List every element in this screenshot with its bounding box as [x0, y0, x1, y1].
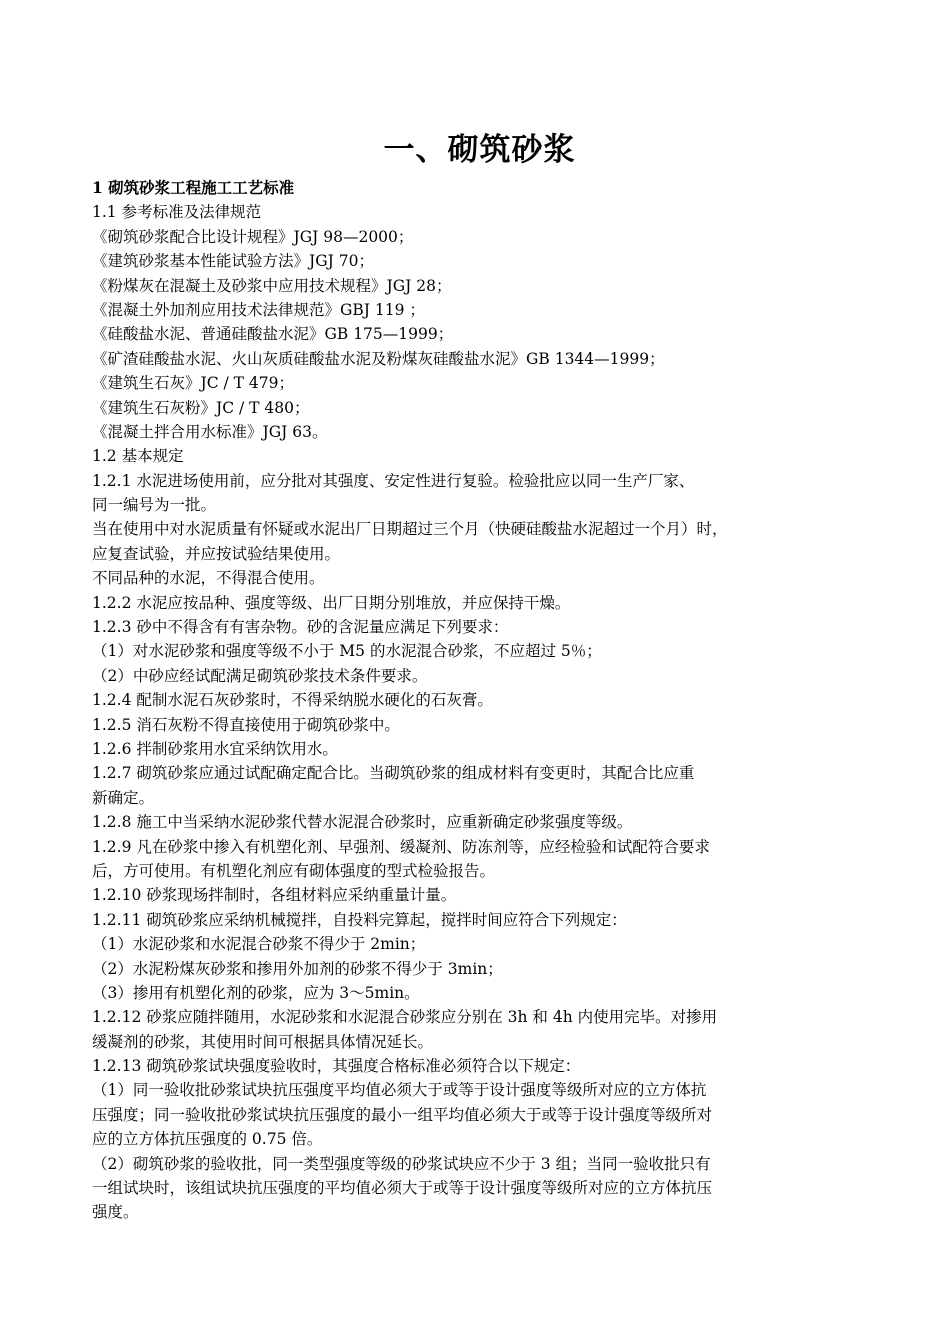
- text-line: 同一编号为一批。: [92, 496, 217, 515]
- text-line: 1.2.5 消石灰粉不得直接使用于砌筑砂浆中。: [92, 715, 400, 734]
- text-line: 后，方可使用。有机塑化剂应有砌体强度的型式检验报告。: [92, 861, 496, 880]
- text-line: 1.2.1 水泥进场使用前，应分批对其强度、安定性进行复验。检验批应以同一生产厂家、: [92, 471, 695, 490]
- text-line: 《矿渣硅酸盐水泥、火山灰质硅酸盐水泥及粉煤灰硅酸盐水泥》GB 1344—1999；: [92, 349, 665, 368]
- text-line: 1.2.13 砌筑砂浆试块强度验收时，其强度合格标准必须符合以下规定：: [92, 1057, 581, 1076]
- text-line: 压强度；同一验收批砂浆试块抗压强度的最小一组平均值必须大于或等于设计强度等级所对: [92, 1105, 713, 1124]
- document-page: [92, 0, 867, 1225]
- text-line: 当在使用中对水泥质量有怀疑或水泥出厂日期超过三个月（快硬硅酸盐水泥超过一个月）时，: [92, 520, 728, 539]
- text-line: 1.2.11 砌筑砂浆应采纳机械搅拌，自投料完算起，搅拌时间应符合下列规定：: [92, 910, 627, 929]
- text-line: （2）砌筑砂浆的验收批，同一类型强度等级的砂浆试块应不少于 3 组；当同一验收批只有: [92, 1154, 711, 1173]
- text-line: （2）水泥粉煤灰砂浆和掺用外加剂的砂浆不得少于 3min；: [92, 959, 503, 978]
- text-line: 强度。: [92, 1203, 139, 1222]
- text-line: 新确定。: [92, 788, 155, 807]
- text-line: （1）水泥砂浆和水泥混合砂浆不得少于 2min；: [92, 935, 426, 954]
- text-line: 1.1 参考标准及法律规范: [92, 203, 262, 222]
- text-line: 《硅酸盐水泥、普通硅酸盐水泥》GB 175—1999；: [92, 325, 454, 344]
- text-line: 1.2.4 配制水泥石灰砂浆时，不得采纳脱水硬化的石灰膏。: [92, 691, 493, 710]
- text-line: （3）掺用有机塑化剂的砂浆，应为 3～5min。: [92, 983, 420, 1002]
- text-line: （1）同一验收批砂浆试块抗压强度平均值必须大于或等于设计强度等级所对应的立方体抗: [92, 1081, 707, 1100]
- text-line: 应的立方体抗压强度的 0.75 倍。: [92, 1130, 323, 1149]
- text-line: 一组试块时，该组试块抗压强度的平均值必须大于或等于设计强度等级所对应的立方体抗压: [92, 1179, 713, 1198]
- text-line: 1.2.8 施工中当采纳水泥砂浆代替水泥混合砂浆时，应重新确定砂浆强度等级。: [92, 813, 633, 832]
- text-line: 1.2.10 砂浆现场拌制时，各组材料应采纳重量计量。: [92, 886, 457, 905]
- text-line: （2）中砂应经试配满足砌筑砂浆技术条件要求。: [92, 666, 428, 685]
- text-line: （1）对水泥砂浆和强度等级不小于 M5 的水泥混合砂浆，不应超过 5％；: [92, 642, 602, 661]
- text-line: 《粉煤灰在混凝土及砂浆中应用技术规程》JGJ 28；: [92, 276, 452, 295]
- text-line: 不同品种的水泥，不得混合使用。: [92, 569, 325, 588]
- text-line: 《建筑生石灰粉》JC / T 480；: [92, 398, 310, 417]
- text-line: 1.2 基本规定: [92, 447, 184, 466]
- text-line: 1.2.12 砂浆应随拌随用，水泥砂浆和水泥混合砂浆应分别在 3h 和 4h 内使用完毕。对掺用: [92, 1008, 718, 1027]
- text-line: 1.2.6 拌制砂浆用水宜采纳饮用水。: [92, 739, 338, 758]
- text-line: 《混凝土外加剂应用技术法律规范》GBJ 119 ；: [92, 300, 425, 319]
- text-line: 缓凝剂的砂浆，其使用时间可根据具体情况延长。: [92, 1032, 434, 1051]
- section-heading: 1 砌筑砂浆工程施工工艺标准: [92, 178, 295, 197]
- text-line: 应复查试验，并应按试验结果使用。: [92, 544, 341, 563]
- text-line: 《混凝土拌合用水标准》JGJ 63。: [92, 422, 328, 441]
- text-line: 1.2.2 水泥应按品种、强度等级、出厂日期分别堆放，并应保持干燥。: [92, 593, 571, 612]
- text-line: 1.2.9 凡在砂浆中掺入有机塑化剂、早强剂、缓凝剂、防冻剂等，应经检验和试配符合要求: [92, 837, 710, 856]
- text-line: 1.2.3 砂中不得含有有害杂物。砂的含泥量应满足下列要求：: [92, 618, 509, 637]
- text-line: 《砌筑砂浆配合比设计规程》JGJ 98—2000；: [92, 227, 414, 246]
- document-title: 一、砌筑砂浆: [383, 132, 576, 168]
- text-line: 《建筑砂浆基本性能试验方法》JGJ 70；: [92, 252, 374, 271]
- text-line: 《建筑生石灰》JC / T 479；: [92, 374, 295, 393]
- document-body: [92, 176, 867, 1225]
- text-line: 1.2.7 砌筑砂浆应通过试配确定配合比。当砌筑砂浆的组成材料有变更时，其配合比应重: [92, 764, 695, 783]
